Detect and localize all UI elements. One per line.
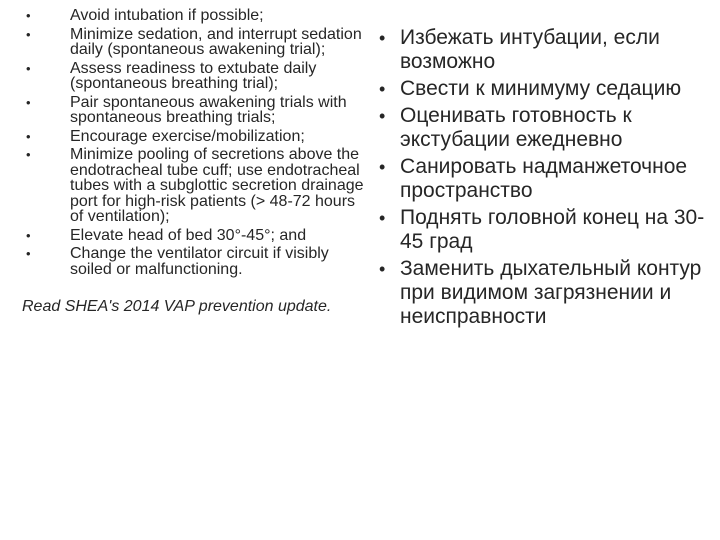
english-recommendations <box>22 8 367 315</box>
list-item-text: Minimize pooling of secretions above the endotracheal tube cuff; use endotracheal tubes with a subglottic secretion drainage port for high-risk patients (> 48-72 hours of ventilation); <box>70 146 364 225</box>
list-item-text: Assess readiness to extubate daily (spontaneous breathing trial); <box>70 59 317 92</box>
list-item <box>22 27 367 58</box>
list-item <box>22 246 367 277</box>
list-item <box>378 26 713 74</box>
bullet-dot-icon: • <box>379 106 386 126</box>
bullet-dot-icon: • <box>379 259 386 279</box>
list-item-text: Избежать интубации, если возможно <box>400 26 660 73</box>
list-item-text: Minimize sedation, and interrupt sedation daily (spontaneous awakening trial); <box>70 25 362 58</box>
list-item-text: Свести к минимуму седацию <box>400 77 682 100</box>
list-item-text: Санировать надманжеточное пространство <box>400 155 688 202</box>
bullet-dot-icon: • <box>26 227 31 243</box>
list-item-text: Encourage exercise/mobilization; <box>70 127 305 145</box>
bullet-dot-icon: • <box>26 128 31 144</box>
list-item-text: Pair spontaneous awakening trials with spontaneous breathing trials; <box>70 93 347 126</box>
list-item-text: Заменить дыхательный контур при видимом загрязнении и неисправности <box>400 257 702 328</box>
list-item <box>22 129 367 145</box>
list-item <box>378 77 713 101</box>
list-item <box>22 228 367 244</box>
list-item <box>378 206 713 254</box>
bullet-dot-icon: • <box>26 8 31 23</box>
list-item <box>22 61 367 92</box>
bullet-dot-icon: • <box>26 26 31 42</box>
bullet-dot-icon: • <box>379 79 386 99</box>
english-bullet-list <box>22 8 367 277</box>
list-item-text: Elevate head of bed 30°-45°; and <box>70 226 307 244</box>
russian-bullet-list <box>378 26 713 329</box>
list-item <box>378 257 713 329</box>
list-item <box>22 147 367 225</box>
list-item-text: Поднять головной конец на 30-45 град <box>400 206 705 253</box>
bullet-dot-icon: • <box>26 147 31 162</box>
russian-recommendations <box>378 26 713 332</box>
bullet-dot-icon: • <box>26 94 31 110</box>
bullet-dot-icon: • <box>379 28 386 48</box>
list-item-text: Avoid intubation if possible; <box>70 7 264 24</box>
bullet-dot-icon: • <box>379 208 386 228</box>
list-item-text: Change the ventilator circuit if visibly soiled or malfunctioning. <box>70 245 329 278</box>
list-item <box>22 95 367 126</box>
list-item <box>378 104 713 152</box>
list-item <box>22 8 367 24</box>
bullet-dot-icon: • <box>26 60 31 76</box>
list-item <box>378 155 713 203</box>
bullet-dot-icon: • <box>379 157 386 177</box>
bullet-dot-icon: • <box>26 246 31 261</box>
reference-note: Read SHEA's 2014 VAP prevention update. <box>22 298 332 315</box>
list-item-text: Оценивать готовность к экстубации ежедневно <box>400 104 632 151</box>
